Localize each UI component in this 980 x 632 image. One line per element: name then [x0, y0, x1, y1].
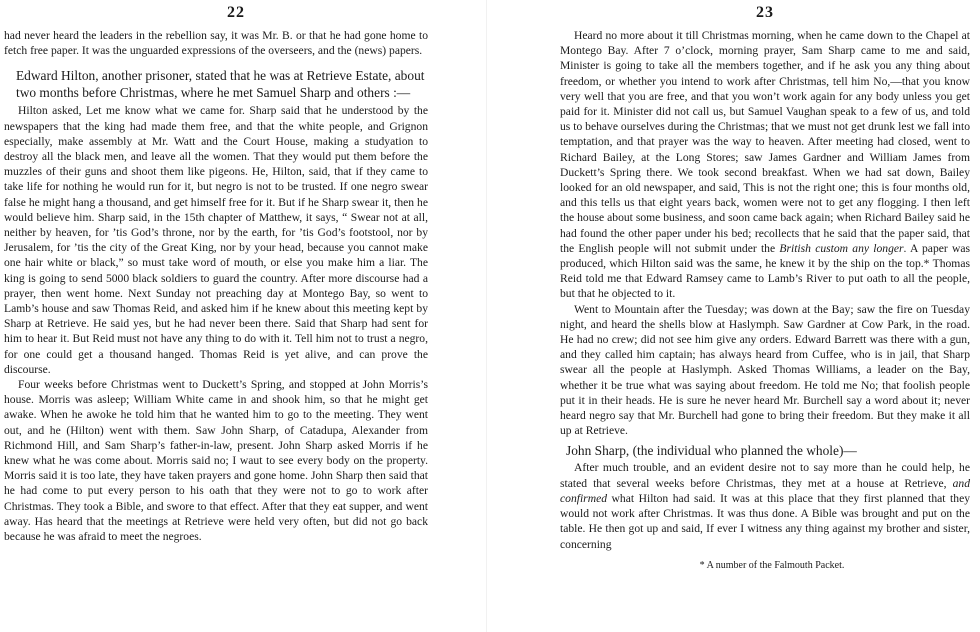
- section-heading: John Sharp, (the individual who planned the whole)—: [566, 443, 857, 459]
- paragraph-text: After much trouble, and an evident desire not to say more than he could help, he stated that several weeks before Christmas, they met at a house at Retrieve,: [560, 461, 970, 490]
- paragraph: [560, 28, 970, 302]
- paragraph: had never heard the leaders in the rebellion say, it was Mr. B. or that he had gone home to fetch free paper. It was the unguarded expressions of the overseers, and the (news) papers.: [4, 29, 428, 58]
- paragraph: [560, 460, 970, 551]
- paragraph-text: what Hilton had said. It was at this place that they first planned that they would not work after Christmas. It was thus done. A Bible was brought and put on the table. He then got up and said, If ever I witness any thing against my brother and sister, concerning: [560, 491, 971, 551]
- page-gutter: [486, 0, 487, 632]
- right-page: [490, 0, 980, 632]
- italic-phrase: and confirmed: [560, 476, 970, 505]
- left-page: [0, 0, 480, 632]
- page-number: 23: [756, 4, 774, 21]
- paragraph: Hilton asked, Let me know what we came for. Sharp said that he understood by the newspapers that the king had made them free, and that the white people, and Grignon especially, make assembly at Mr. Watt and the Court House, making a studyation to destroy all the black men, and leave all the women. That they would put them before the muzzles of their guns and shoot them like pigeons. He, Hilton, said, that if they came to take life for nothing he would run for it, but negro is not to be trusted. If one negro swear false he might hang a thousand, and get himself free for it. But if he Sharp swear it, then he would believe him. Sharp said, in the 15th chapter of Matthew, it says, “ Swear not at all, neither by heaven, for ’tis God’s throne, nor by the earth, for ’tis God’s footstool, nor by Jerusalem, for ’tis the city of the Great King, nor by your head, because you cannot make one hair white or black,” so must take word of mouth, or else you make him a liar. The king is going to send 5000 black soldiers to guard the country. After more discourse had a prayer, then went home. Next Sunday not preaching day at Montego Bay, so went to Lamb’s house and saw Thomas Reid, and asked him if he knew about this meeting kept by Sharp at Retrieve. He said yes, but he had never been there. Said that Sharp had sent for him to hear it. But Reid must not have any thing to do with it. Tell him not to trust a negro, for one could get a thousand hanged. Thomas Reid is yet alive, and can prove the discourse.: [4, 104, 428, 376]
- paragraph: Went to Mountain after the Tuesday; was down at the Bay; saw the fire on Tuesday night, and heard the shells blow at Haslymph. Saw Gardner at Cow Park, in the road. He had no crew; did not see him give any orders. Edward Barrett was there with a gun, and they called him captain; has always heard from Cuffee, who is in jail, that Sharp swear all the people at Haslymph. Asked Thomas Williams, a leader on the Bay, whether it be true what was saying about freedom. He told me No; that foolish people put it in their heads. He is sure he never heard Mr. Burchell say a word about it; never heard negro say that Mr. Burchell had gone to bring their freedom. But they make it all up at Retrieve.: [560, 302, 970, 438]
- paragraph-text: . A paper was produced, which Hilton said was the same, he knew it by the ship on the top.* Thomas Reid told me that Edward Ramsey came to Lamb’s River to put oath to all the people, but that he objected to it.: [560, 241, 971, 301]
- footnote: * A number of the Falmouth Packet.: [699, 559, 845, 571]
- section-heading: Edward Hilton, another prisoner, stated that he was at Retrieve Estate, about two months before Christmas, where he met Samuel Sharp and others :—: [16, 68, 425, 101]
- paragraph-text: Heard no more about it till Christmas morning, when he came down to the Chapel at Montego Bay. After 7 o’clock, morning prayer, Sam Sharp came to me and said, Minister is going to take all the members together, and if he ask you any thing about freedom, or whether you intend to work after Christmas, tell him No,—that you know very well that you are free, and that you won’t work again for any body unless you get paid for it. Minister did not call us, but Samuel Vaughan speak to a few of us, and told us to behave ourselves during the Christmas; that we must not get drunk lest we fall into temptation, and that prayer was the way to heaven. After meeting had closed, went to Richard Bailey, at the Long Stores; saw James Gardner and William James from Duckett’s Spring there. We took second breakfast. When we had sat down, Bailey looked for an old newspaper, and said, This is not the right one; this is four months old, and this tells us that eight years back, women were not to get any flogging. I then left the house about some business, and soon came back again; when Richard Bailey said he had found the other paper under his bed; recollects that he said that the paper said, that the English people will not submit under the: [560, 29, 970, 255]
- page-number: 22: [227, 4, 245, 21]
- paragraph: Four weeks before Christmas went to Duckett’s Spring, and stopped at John Morris’s house. Morris was asleep; William White came in and shook him, so that he might get awake. When he awoke he told him that he wanted him to go to the meeting. They went out, and he (Hilton) went with them. Saw John Sharp, of Catadupa, Alexander from Richmond Hill, and Sam Sharp’s father-in-law, present. John Sharp asked Morris if he knew what he was come about. Morris said no; I waut to see every body on the property. Morris said it is too late, they have taken prayers and gone home. John Sharp then said that he had come to put every person to his oath that they were not to go to work after Christmas. They took a Bible, and swore to that effect. After that they eat supper, and went away. Has heard that the meetings at Retrieve were held very often, but did not go back because he was afraid to meet the negroes.: [4, 378, 428, 544]
- italic-phrase: British custom any longer: [779, 241, 904, 255]
